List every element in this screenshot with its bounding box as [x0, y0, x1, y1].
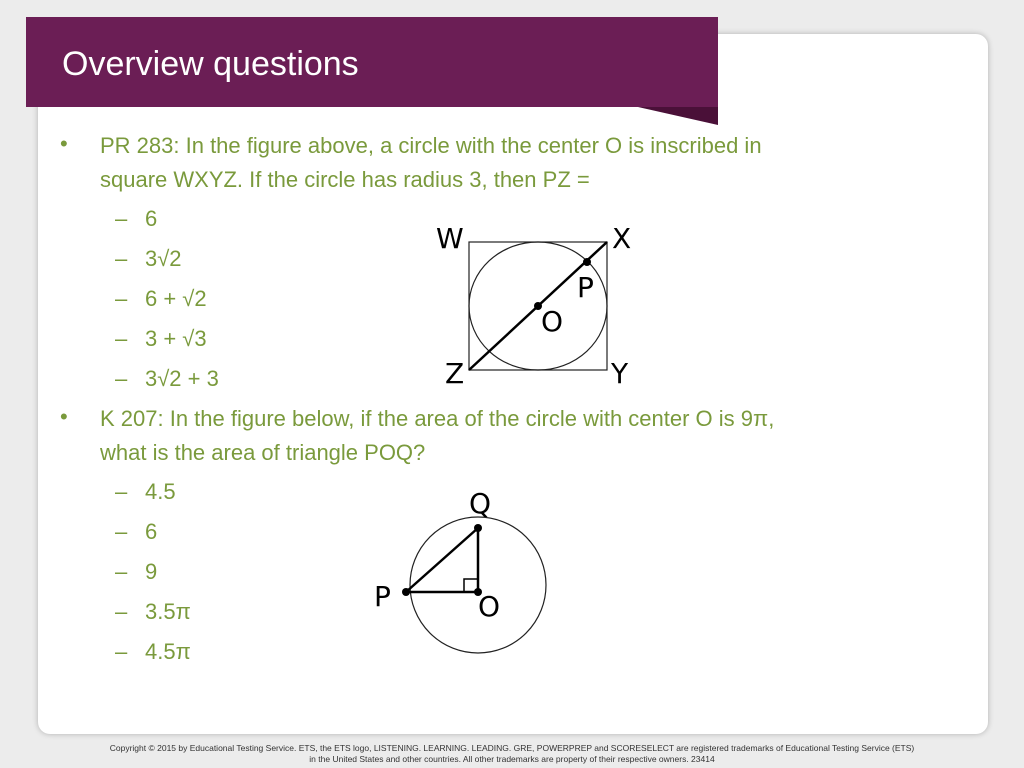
q1-option-dash: –	[115, 326, 128, 351]
q2-option-1: 4.5	[145, 479, 176, 504]
q1-option-dash: –	[115, 246, 128, 271]
slide-title: Overview questions	[62, 45, 359, 83]
label-q: Q	[469, 487, 492, 520]
question1-bullet: •	[60, 131, 68, 156]
label-y: Y	[611, 357, 629, 390]
q1-option-3: 6 + √2	[145, 286, 207, 311]
q1-option-5: 3√2 + 3	[145, 366, 219, 391]
q1-option-2: 3√2	[145, 246, 182, 271]
q2-option-dash: –	[115, 479, 128, 504]
label-o: O	[478, 590, 501, 623]
title-band	[26, 17, 718, 107]
segment-pq	[406, 528, 478, 592]
label-z: Z	[445, 357, 465, 390]
title-band-fold	[638, 107, 718, 125]
q2-option-dash: –	[115, 519, 128, 544]
footer-line-2: in the United States and other countries. All other trademarks are property of their respective owners. 23414	[309, 754, 715, 764]
q2-option-dash: –	[115, 599, 128, 624]
question1-line2: square WXYZ. If the circle has radius 3, then PZ =	[100, 167, 590, 192]
point-q	[474, 524, 482, 532]
q2-option-2: 6	[145, 519, 158, 544]
label-x: X	[612, 222, 632, 255]
label-o: O	[541, 305, 564, 338]
triangle-circle-figure	[365, 480, 565, 665]
q1-option-dash: –	[115, 286, 128, 311]
q1-option-1: 6	[145, 206, 158, 231]
q2-option-dash: –	[115, 559, 128, 584]
square-circle-figure	[430, 215, 650, 395]
q2-option-5: 4.5π	[145, 639, 191, 664]
point-p	[583, 258, 591, 266]
footer-line-1: Copyright © 2015 by Educational Testing Service. ETS, the ETS logo, LISTENING. LEARNING. LEADING. GRE, POWERPREP and SCORESELECT are registered trademarks of Educational Testing Service (ETS)	[109, 743, 915, 753]
point-p	[402, 588, 410, 596]
copyright-footer	[0, 743, 1024, 765]
question2-line2: what is the area of triangle POQ?	[100, 440, 426, 465]
label-p: P	[577, 271, 594, 304]
q1-option-dash: –	[115, 366, 128, 391]
label-p: P	[374, 580, 391, 613]
q1-option-dash: –	[115, 206, 128, 231]
question2-bullet: •	[60, 404, 68, 429]
q2-option-4: 3.5π	[145, 599, 191, 624]
q2-option-dash: –	[115, 639, 128, 664]
q1-option-4: 3 + √3	[145, 326, 207, 351]
question2-line1: K 207: In the figure below, if the area of the circle with center O is 9π,	[100, 406, 775, 431]
label-w: W	[436, 222, 464, 255]
question1-line1: PR 283: In the figure above, a circle with the center O is inscribed in	[100, 133, 762, 158]
q2-option-3: 9	[145, 559, 158, 584]
